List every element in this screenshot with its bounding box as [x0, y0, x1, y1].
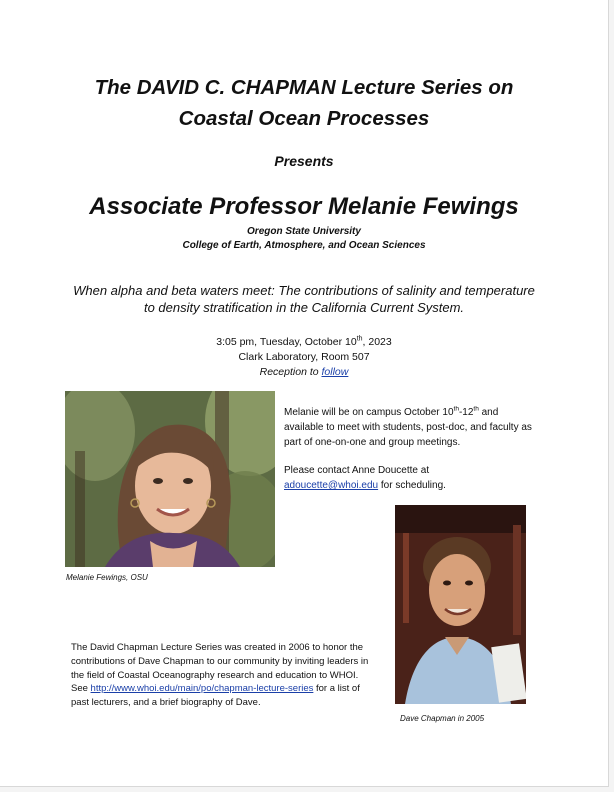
- speaker-institution: Oregon State University: [247, 226, 361, 237]
- melanie-photo-caption: Melanie Fewings, OSU: [66, 573, 148, 582]
- event-location: Clark Laboratory, Room 507: [238, 351, 370, 363]
- speaker-name: Associate Professor Melanie Fewings: [89, 193, 519, 220]
- speaker-college: College of Earth, Atmosphere, and Ocean Sciences: [182, 240, 426, 251]
- lecture-series-about: The David Chapman Lecture Series was created in 2006 to honor the contributions of Dave Chapman to our community by inviting leaders in the field of Coastal Oceanography research and education to WHOI. See http://www.whoi.edu/main/po/chapman-lecture-series for a list of past lecturers, and a brief biography of Dave.: [71, 642, 369, 709]
- talk-title-line2: to density stratification in the California Current System.: [143, 300, 465, 315]
- event-reception: Reception to follow: [259, 366, 349, 378]
- dave-photo-caption: Dave Chapman in 2005: [400, 714, 485, 723]
- series-title: [0, 72, 608, 134]
- series-title-line1: The DAVID C. CHAPMAN Lecture Series on: [94, 76, 514, 99]
- series-title-line2: Coastal Ocean Processes: [178, 107, 430, 130]
- visit-paragraph: Melanie will be on campus October 10th-12th and available to meet with students, post-doc, and faculty as part of one-on-one and group meetings.: [284, 405, 532, 448]
- talk-title-line1: When alpha and beta waters meet: The contributions of salinity and temperature: [73, 283, 535, 298]
- contact-paragraph: Please contact Anne Doucette at adoucette@whoi.edu for scheduling.: [284, 465, 446, 491]
- dave-chapman-photo: [395, 505, 526, 704]
- contact-email-link[interactable]: adoucette@whoi.edu: [284, 480, 379, 491]
- chapman-series-url-link[interactable]: http://www.whoi.edu/main/po/chapman-lecture-series: [90, 683, 314, 695]
- melanie-fewings-photo: [65, 391, 275, 567]
- event-time: 3:05 pm, Tuesday, October 10th, 2023: [216, 335, 392, 348]
- visit-info: [284, 405, 534, 506]
- reception-follow-link[interactable]: follow: [321, 366, 349, 378]
- event-details: [0, 335, 608, 380]
- presents-label: Presents: [274, 153, 334, 169]
- talk-title: [0, 282, 608, 316]
